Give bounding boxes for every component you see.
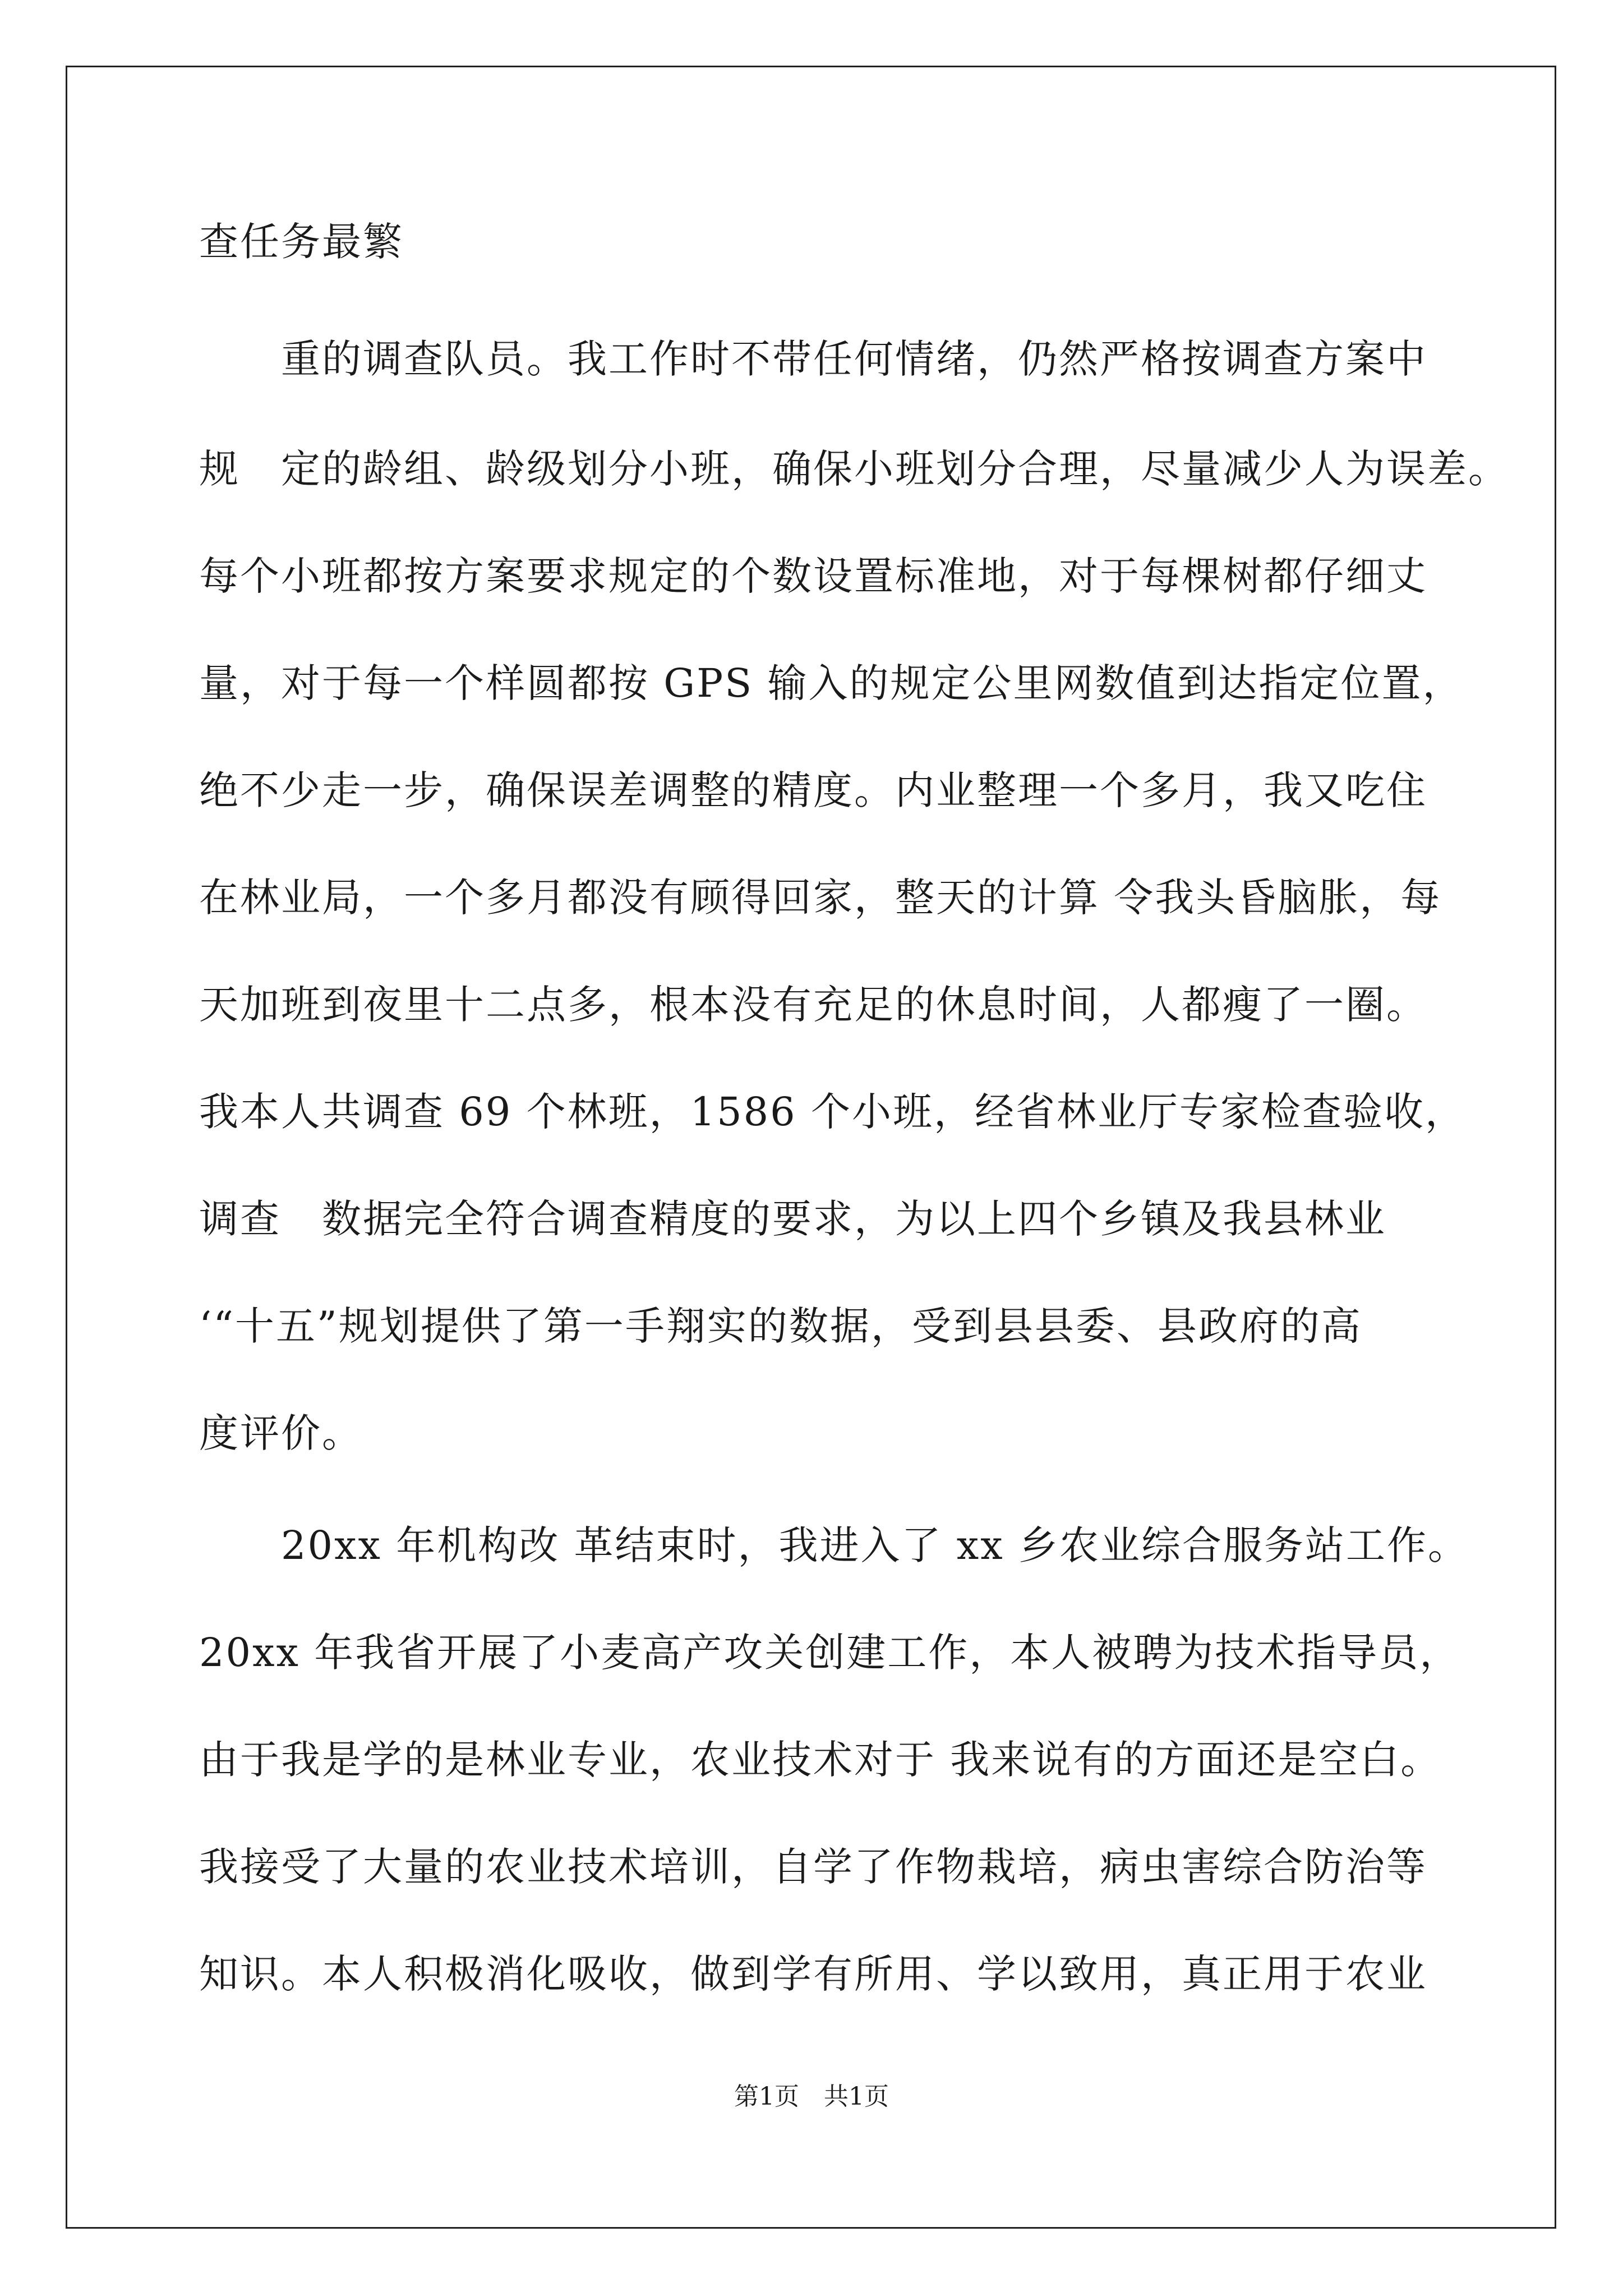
text-line: 重的调查队员。我工作时不带任何情绪，仍然严格按调查方案中: [199, 336, 1427, 382]
page-footer: 第1页 共1页: [734, 2082, 889, 2111]
text-line: 由于我是学的是林业专业，农业技术对于 我来说有的方面还是空白。: [199, 1737, 1442, 1783]
text-line: 在林业局，一个多月都没有顾得回家，整天的计算 令我头昏脑胀，每: [199, 875, 1442, 921]
text-line: 我接受了大量的农业技术培训，自学了作物栽培，病虫害综合防治等: [199, 1844, 1427, 1890]
text-line: 20xx 年我省开展了小麦高产攻关创建工作，本人被聘为技术指导员，: [199, 1630, 1461, 1676]
text-line: ‘“十五”规划提供了第一手翔实的数据，受到县县委、县政府的高: [199, 1303, 1362, 1349]
page-border: [66, 66, 1556, 2229]
text-line: 调查 数据完全符合调查精度的要求，为以上四个乡镇及我县林业: [199, 1196, 1386, 1242]
text-line: 度评价。: [199, 1410, 363, 1456]
text-line: 每个小班都按方案要求规定的个数设置标准地，对于每棵树都仔细丈: [199, 553, 1427, 599]
text-line: 知识。本人积极消化吸收，做到学有所用、学以致用，真正用于农业: [199, 1951, 1427, 1997]
text-line: 天加班到夜里十二点多，根本没有充足的休息时间，人都瘦了一圈。: [199, 982, 1427, 1028]
text-line: 我本人共调查 69 个林班，1586 个小班，经省林业厅专家检查验收，: [199, 1089, 1466, 1135]
text-line: 绝不少走一步，确保误差调整的精度。内业整理一个多月，我又吃住: [199, 767, 1427, 813]
text-line: 量，对于每一个样圆都按 GPS 输入的规定公里网数值到达指定位置，: [199, 660, 1464, 706]
text-line: 20xx 年机构改 革结束时，我进入了 xx 乡农业综合服务站工作。: [199, 1522, 1469, 1568]
text-line: 查任务最繁: [199, 219, 404, 265]
text-line: 规 定的龄组、龄级划分小班，确保小班划分合理，尽量减少人为误差。: [199, 446, 1509, 492]
